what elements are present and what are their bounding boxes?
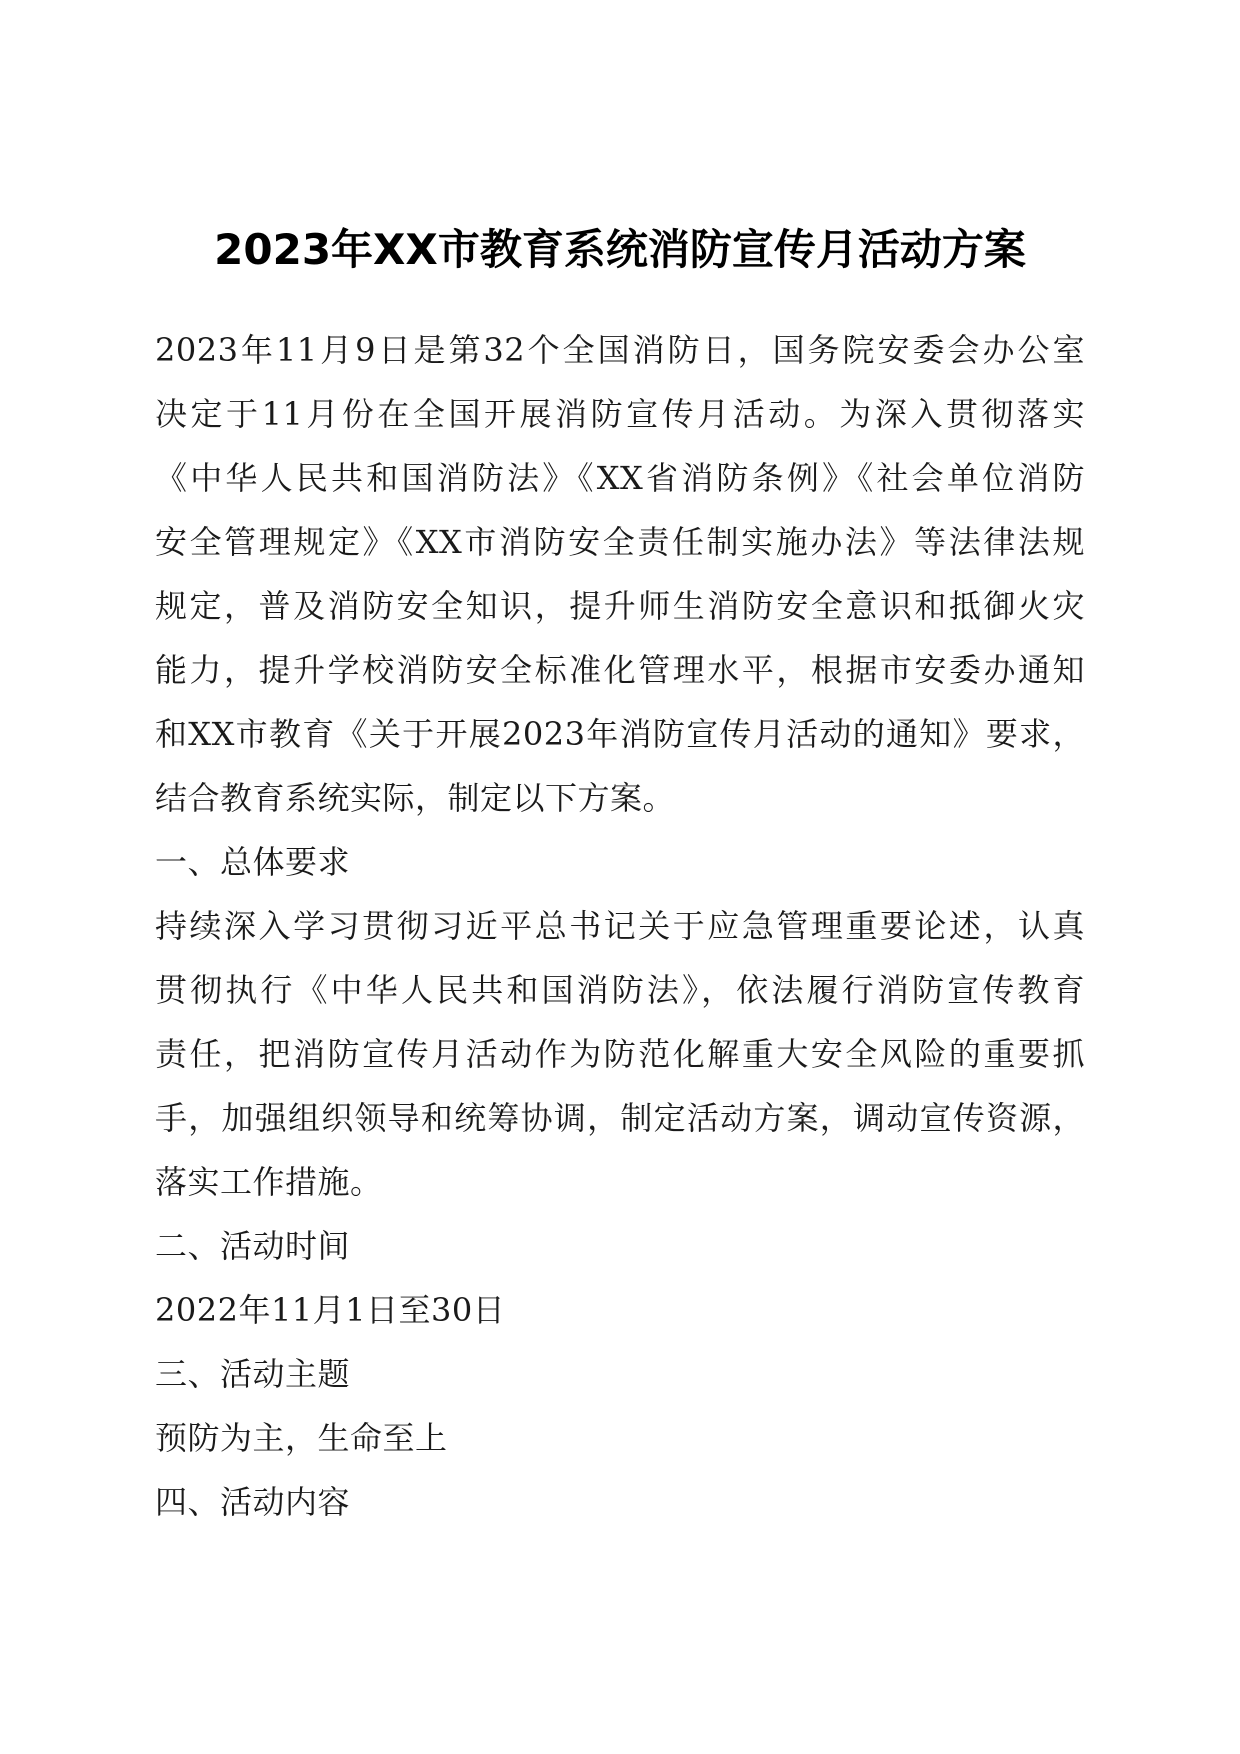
paragraph-line: 决定于11月份在全国开展消防宣传月活动。为深入贯彻落实 — [155, 395, 1085, 433]
section-heading-activity-content: 四、活动内容 — [155, 1483, 351, 1521]
activity-time-text: 2022年11月1日至30日 — [155, 1291, 506, 1329]
activity-theme-text: 预防为主，生命至上 — [155, 1419, 448, 1457]
paragraph-line: 安全管理规定》《XX市消防安全责任制实施办法》等法律法规 — [155, 523, 1085, 561]
document-body — [155, 318, 1085, 1534]
paragraph-line: 责任，把消防宣传月活动作为防范化解重大安全风险的重要抓 — [155, 1035, 1085, 1073]
paragraph-line: 能力，提升学校消防安全标准化管理水平，根据市安委办通知 — [155, 651, 1085, 689]
paragraph-line: 结合教育系统实际，制定以下方案。 — [155, 779, 676, 817]
paragraph-line: 持续深入学习贯彻习近平总书记关于应急管理重要论述，认真 — [155, 907, 1085, 945]
paragraph-line: 《中华人民共和国消防法》《XX省消防条例》《社会单位消防 — [155, 459, 1085, 497]
paragraph-line: 贯彻执行《中华人民共和国消防法》，依法履行消防宣传教育 — [155, 971, 1085, 1009]
paragraph-line: 规定，普及消防安全知识，提升师生消防安全意识和抵御火灾 — [155, 587, 1085, 625]
paragraph-line: 手，加强组织领导和统筹协调，制定活动方案，调动宣传资源， — [155, 1099, 1085, 1137]
paragraph-line: 和XX市教育《关于开展2023年消防宣传月活动的通知》要求， — [155, 715, 1085, 753]
intro-paragraph — [155, 318, 1085, 830]
document-title: 2023年XX市教育系统消防宣传月活动方案 — [214, 225, 1026, 274]
section-heading-general-requirements: 一、总体要求 — [155, 843, 351, 881]
general-requirements-paragraph — [155, 894, 1085, 1214]
paragraph-line: 2023年11月9日是第32个全国消防日，国务院安委会办公室 — [155, 331, 1085, 369]
section-heading-activity-time: 二、活动时间 — [155, 1227, 351, 1265]
paragraph-line: 落实工作措施。 — [155, 1163, 383, 1201]
section-heading-activity-theme: 三、活动主题 — [155, 1355, 351, 1393]
